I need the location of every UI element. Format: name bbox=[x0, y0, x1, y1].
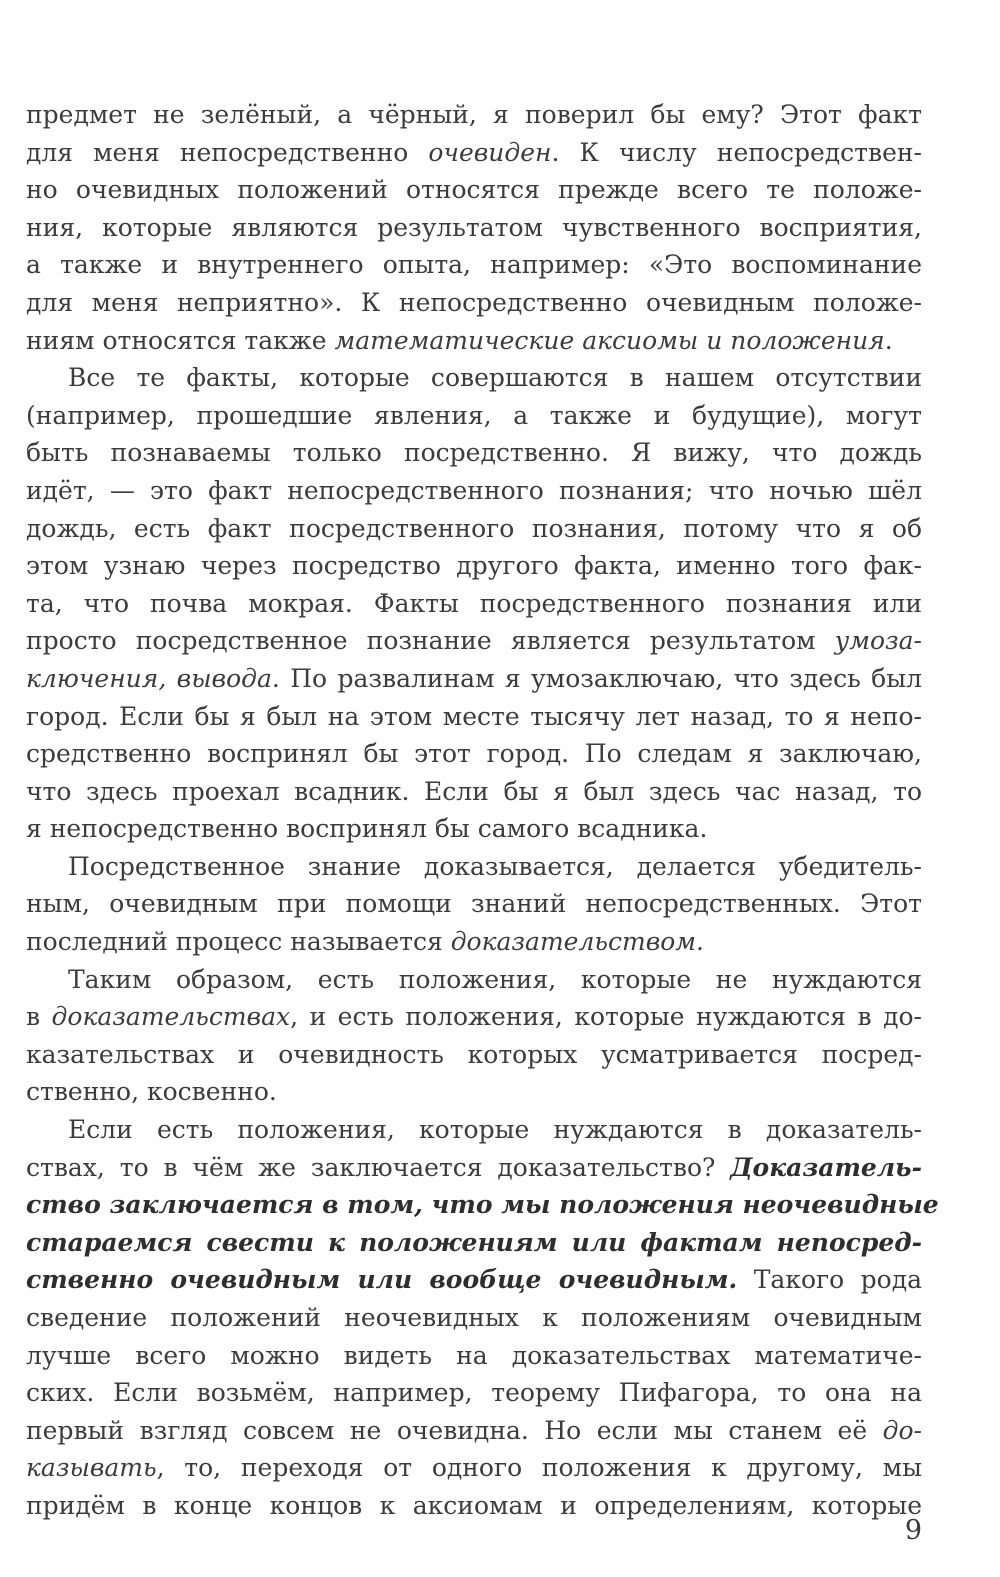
text-line bbox=[26, 998, 922, 1036]
text-line bbox=[26, 1299, 922, 1337]
bold-italic-run: Доказатель- bbox=[730, 1152, 922, 1182]
text-line bbox=[26, 1412, 922, 1450]
text-run: просто посредственное познание является результатом bbox=[26, 626, 835, 656]
text-run: этом узнаю через посредство другого факта, именно того фак- bbox=[26, 551, 922, 581]
body-text bbox=[26, 96, 939, 1525]
text-run: а также и внутреннего опыта, например: «Это воспоминание bbox=[26, 250, 922, 280]
bold-italic-run: ственно очевидным или вообще очевидным. bbox=[26, 1265, 738, 1295]
text-line bbox=[26, 1261, 922, 1299]
text-run: . По развалинам я умозаключаю, что здесь был bbox=[271, 663, 922, 693]
text-line bbox=[26, 284, 922, 322]
text-line bbox=[26, 885, 922, 923]
text-line bbox=[26, 1186, 939, 1224]
paragraph bbox=[26, 961, 922, 1111]
text-line bbox=[26, 848, 922, 886]
text-run: казательствах и очевидность которых усматривается посред- bbox=[26, 1039, 922, 1069]
text-line bbox=[26, 773, 922, 811]
text-run: ствах, то в чём же заключается доказательство? bbox=[26, 1152, 731, 1182]
text-run: в bbox=[26, 1002, 52, 1032]
text-line bbox=[26, 359, 922, 397]
text-line bbox=[26, 735, 922, 773]
paragraph bbox=[26, 1111, 939, 1525]
italic-run: очевиден bbox=[428, 137, 552, 167]
text-line bbox=[26, 1487, 922, 1525]
text-line bbox=[26, 472, 922, 510]
italic-run: умоза- bbox=[834, 626, 922, 656]
text-line bbox=[26, 1036, 922, 1074]
text-run: идёт, — это факт непосредственного познания; что ночью шёл bbox=[26, 475, 922, 505]
italic-run: ключения, вывода bbox=[26, 663, 272, 693]
text-line bbox=[26, 171, 922, 209]
text-line bbox=[26, 1073, 922, 1111]
text-run: Посредственное знание доказывается, делается убедитель- bbox=[68, 851, 922, 881]
text-run: Если есть положения, которые нуждаются в доказатель- bbox=[68, 1115, 922, 1145]
italic-run: казывать bbox=[26, 1453, 157, 1483]
text-line bbox=[26, 1149, 922, 1187]
paragraph bbox=[26, 848, 922, 961]
text-run: дождь, есть факт посредственного познания, потому что я об bbox=[26, 513, 922, 543]
text-run: та, что почва мокрая. Факты посредственного познания или bbox=[26, 588, 922, 618]
text-run: Такого рода bbox=[737, 1265, 922, 1295]
text-run: Таким образом, есть положения, которые не нуждаются bbox=[68, 964, 922, 994]
text-run: ниям относятся также bbox=[26, 325, 335, 355]
paragraph bbox=[26, 96, 922, 359]
text-line bbox=[26, 246, 922, 284]
italic-run: доказательством. bbox=[450, 927, 704, 957]
text-run: ным, очевидным при помощи знаний непосредственных. Этот bbox=[26, 889, 922, 919]
text-line bbox=[26, 961, 922, 999]
text-run: для меня непосредственно bbox=[26, 137, 429, 167]
bold-italic-run: стараемся свести к положениям или фактам непосред- bbox=[26, 1227, 922, 1257]
text-line bbox=[26, 434, 922, 472]
text-line bbox=[26, 585, 922, 623]
text-line bbox=[26, 134, 922, 172]
text-run: первый взгляд совсем не очевидна. Но если мы станем её bbox=[26, 1415, 883, 1445]
text-line bbox=[26, 547, 922, 585]
text-run: город. Если бы я был на этом месте тысячу лет назад, то я непо- bbox=[26, 701, 922, 731]
text-line bbox=[26, 810, 922, 848]
text-line bbox=[26, 209, 922, 247]
text-run: , то, переходя от одного положения к другому, мы bbox=[156, 1453, 922, 1483]
text-run: . bbox=[884, 325, 893, 355]
text-line bbox=[26, 322, 922, 360]
italic-run: доказательствах bbox=[51, 1002, 291, 1032]
text-line bbox=[26, 622, 922, 660]
text-line bbox=[26, 96, 922, 134]
text-run: предмет не зелёный, а чёрный, я поверил бы ему? Этот факт bbox=[26, 100, 922, 129]
text-line bbox=[26, 660, 922, 698]
text-run: но очевидных положений относятся прежде всего те положе- bbox=[26, 175, 922, 205]
text-line bbox=[26, 923, 922, 961]
text-run: что здесь проехал всадник. Если бы я был здесь час назад, то bbox=[26, 776, 922, 806]
italic-run: до- bbox=[882, 1415, 922, 1445]
text-run: сведение положений неочевидных к положениям очевидным bbox=[26, 1303, 922, 1332]
text-run: средственно воспринял бы этот город. По следам я заключаю, bbox=[26, 739, 922, 769]
bold-italic-run: ство заключается в том, что мы положения неочевидные bbox=[26, 1190, 939, 1220]
text-line bbox=[26, 698, 922, 736]
text-run: придём в конце концов к аксиомам и определениям, которые bbox=[26, 1490, 922, 1520]
text-run: быть познаваемы только посредственно. Я вижу, что дождь bbox=[26, 438, 922, 468]
text-run: последний процесс называется bbox=[26, 927, 451, 957]
page-number: 9 bbox=[904, 1515, 922, 1546]
text-line bbox=[26, 1449, 922, 1487]
text-run: ских. Если возьмём, например, теорему Пифагора, то она на bbox=[26, 1378, 922, 1408]
text-line bbox=[26, 1111, 922, 1149]
text-run: лучше всего можно видеть на доказательствах математиче- bbox=[26, 1340, 922, 1370]
text-line bbox=[26, 510, 922, 548]
text-line bbox=[26, 1337, 922, 1375]
italic-run: математические аксиомы и положения bbox=[334, 325, 885, 355]
text-line bbox=[26, 1374, 922, 1412]
paragraph bbox=[26, 359, 922, 848]
text-line bbox=[26, 397, 922, 435]
text-line bbox=[26, 1224, 922, 1262]
text-run: ния, которые являются результатом чувственного восприятия, bbox=[26, 212, 922, 242]
text-run: , и есть положения, которые нуждаются в до- bbox=[290, 1002, 922, 1032]
text-run: . К числу непосредствен- bbox=[551, 137, 922, 167]
text-run: для меня неприятно». К непосредственно очевидным положе- bbox=[26, 287, 922, 317]
text-run: (например, прошедшие явления, а также и будущие), могут bbox=[26, 400, 922, 430]
text-run: я непосредственно воспринял бы самого всадника. bbox=[26, 814, 708, 844]
text-run: Все те факты, которые совершаются в нашем отсутствии bbox=[68, 363, 922, 393]
text-run: ственно, косвенно. bbox=[26, 1077, 277, 1107]
